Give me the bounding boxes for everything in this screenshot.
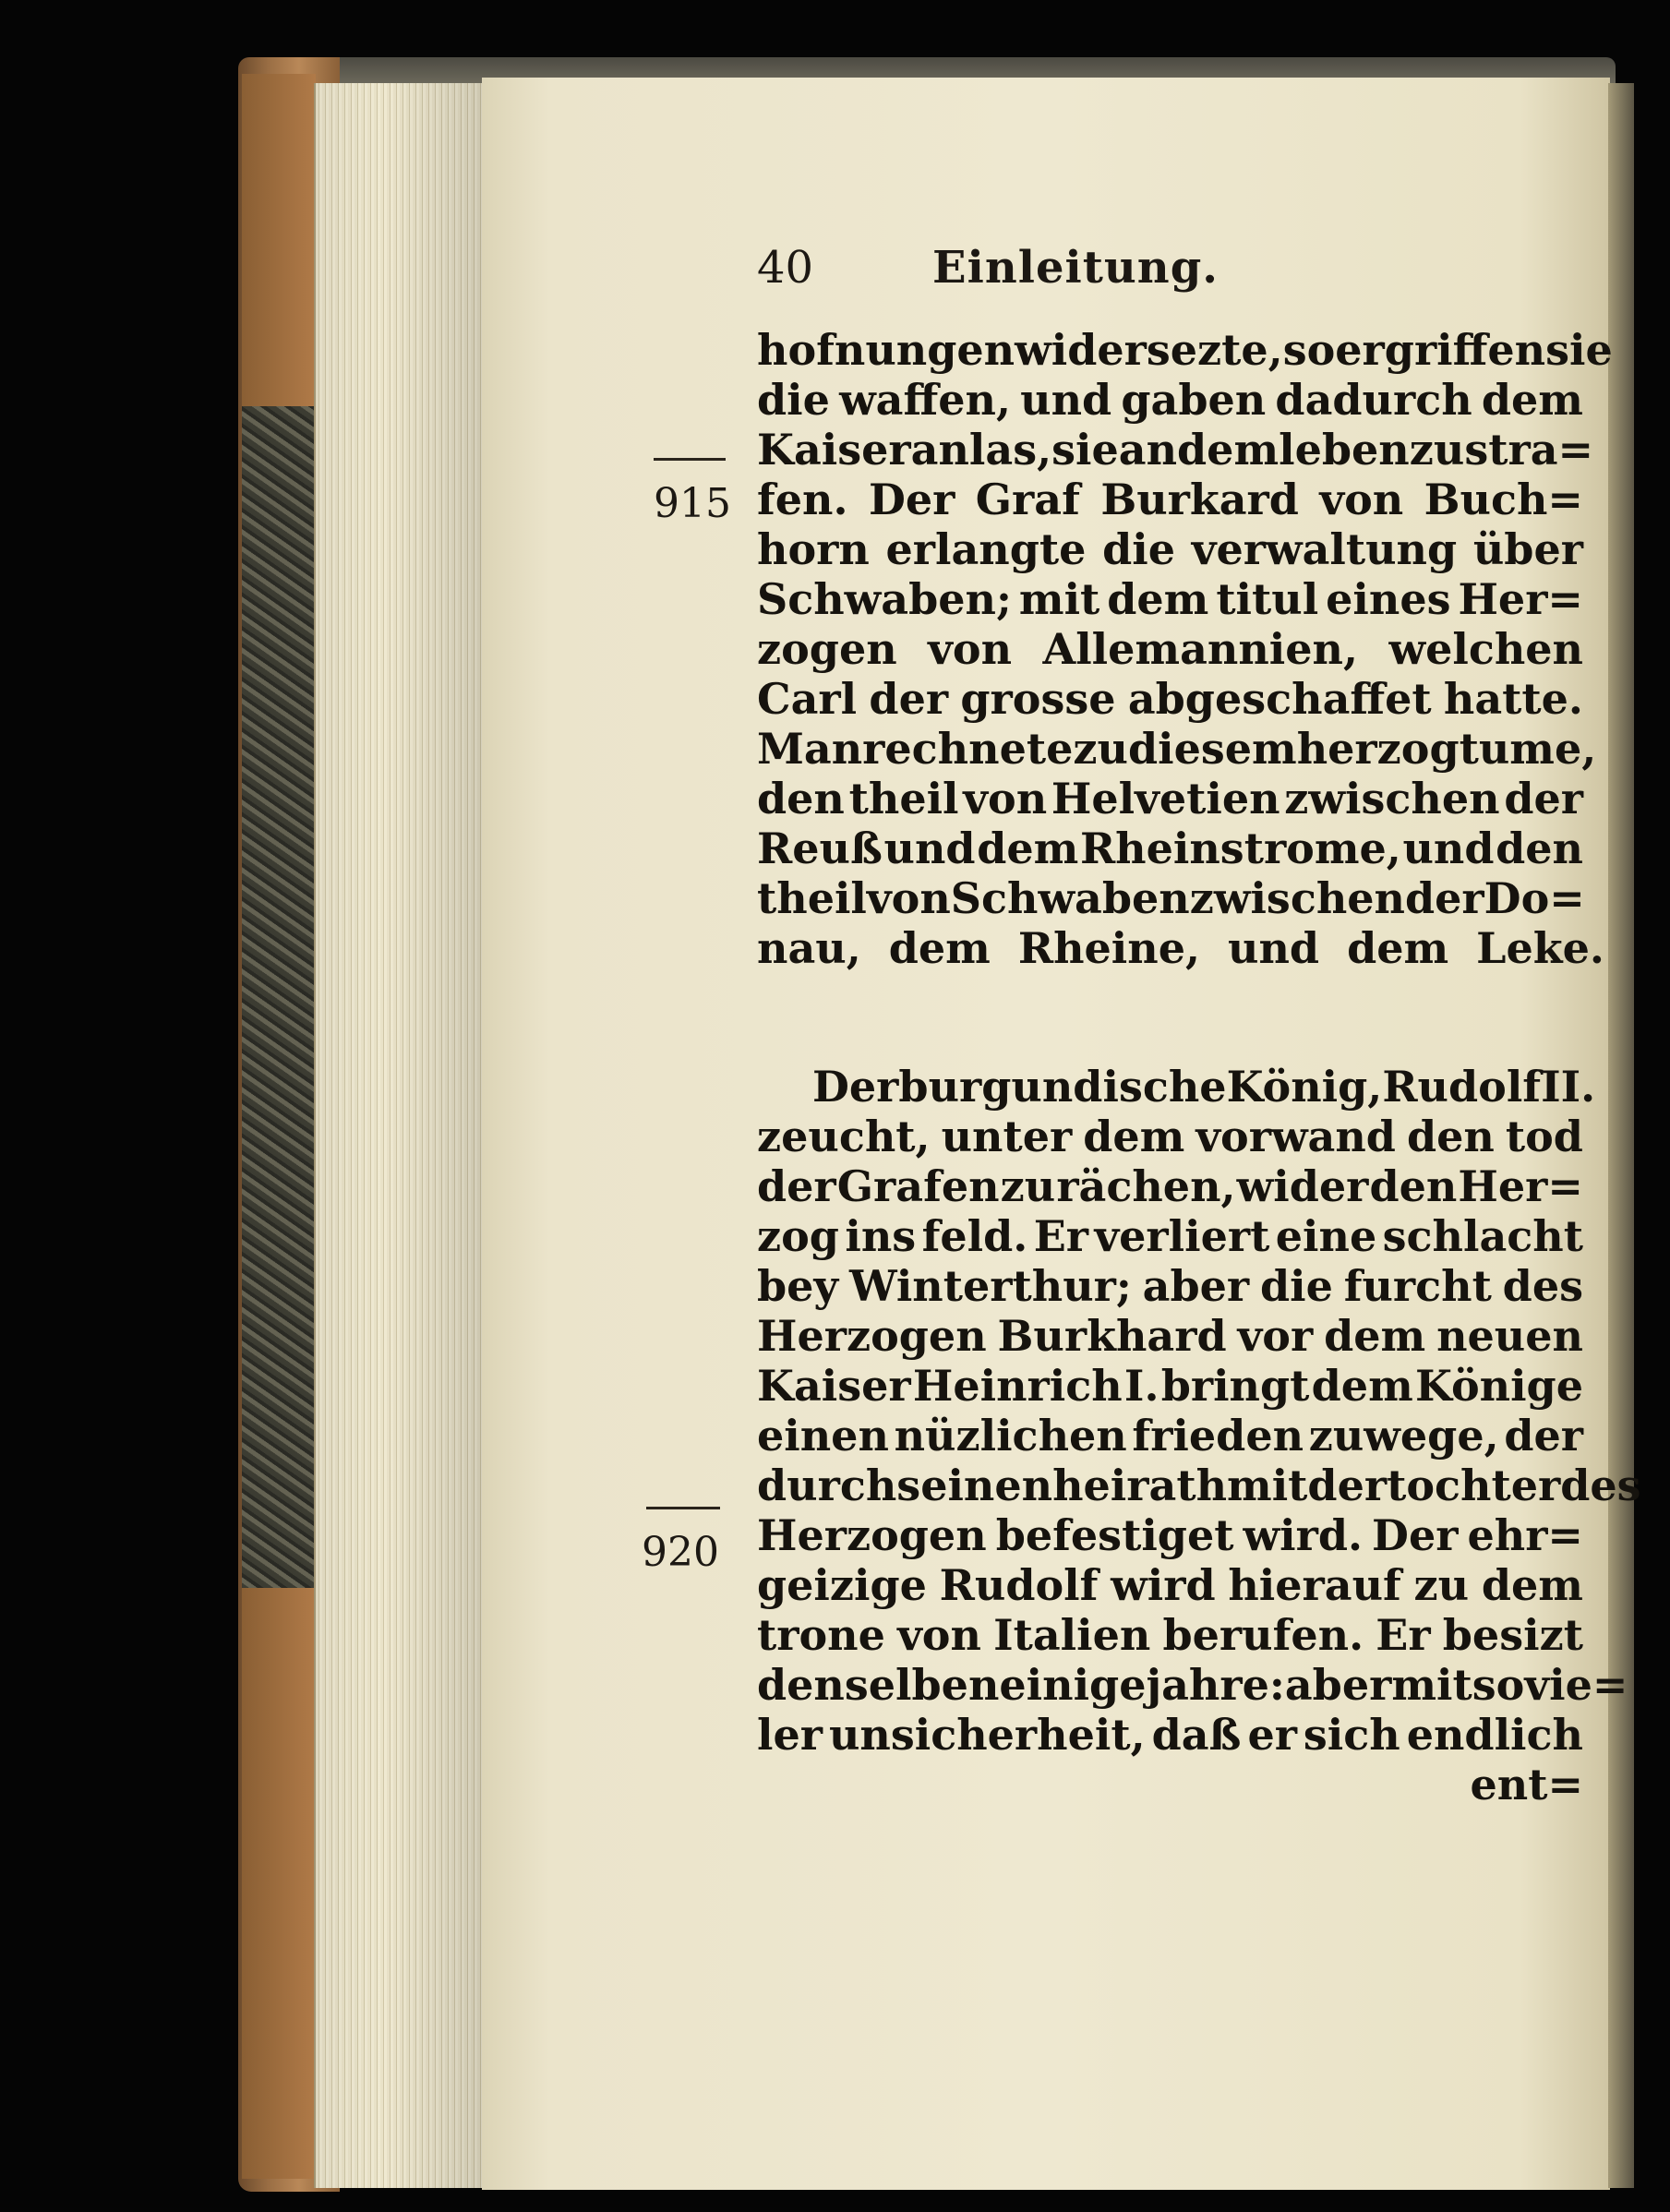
word: rächen,	[1056, 1161, 1236, 1211]
word: den	[1369, 1161, 1458, 1211]
word: aber	[1284, 1660, 1392, 1710]
word: einige	[999, 1660, 1147, 1710]
word: Rudolf	[1382, 1062, 1542, 1112]
text-line	[757, 1311, 1583, 1361]
word: schlacht	[1382, 1211, 1583, 1261]
word: zwischen	[1189, 873, 1405, 923]
text-line	[757, 1560, 1583, 1610]
word: hierauf	[1228, 1560, 1401, 1610]
text-line	[757, 1261, 1583, 1311]
word: furcht	[1343, 1261, 1492, 1311]
word: grosse	[960, 674, 1116, 724]
catchword-text: ent=	[1470, 1760, 1583, 1809]
page-edges-shade	[314, 83, 485, 2188]
word: des	[1560, 1461, 1641, 1510]
word: Er	[1376, 1610, 1431, 1660]
word: ins	[845, 1211, 917, 1261]
text-line	[757, 823, 1583, 873]
word: erlangte	[885, 524, 1087, 574]
word: durch	[757, 1461, 897, 1510]
word: Do=	[1484, 873, 1585, 923]
word: der	[1405, 873, 1484, 923]
word: burgundische	[898, 1062, 1227, 1112]
word: dem	[1481, 375, 1583, 425]
word: ler	[757, 1710, 823, 1760]
word: Herzogen	[757, 1510, 987, 1560]
text-line	[757, 475, 1583, 524]
word: leben	[1279, 425, 1410, 475]
text-line	[757, 325, 1613, 375]
word: Her=	[1458, 1161, 1583, 1211]
word: von	[963, 774, 1048, 823]
word: vor	[1237, 1311, 1314, 1361]
word: theil	[757, 873, 867, 923]
word: Herzogen	[757, 1311, 987, 1361]
paragraph-2	[757, 1062, 1641, 1809]
word: II.	[1541, 1062, 1596, 1112]
word: Rudolf	[939, 1560, 1099, 1610]
word: und	[883, 823, 976, 873]
word: König,	[1226, 1062, 1383, 1112]
text-line	[757, 524, 1583, 574]
word: der	[869, 674, 949, 724]
word: tochter	[1387, 1461, 1561, 1510]
word: feld.	[921, 1211, 1028, 1261]
text-line	[757, 1361, 1583, 1411]
word: Kaiser	[757, 425, 911, 475]
text-line	[757, 1411, 1583, 1461]
word: mit	[1227, 1461, 1308, 1510]
leather-corner-top	[242, 74, 316, 406]
word: Reuß	[757, 823, 883, 873]
word: den	[1496, 823, 1583, 873]
word: eine	[1275, 1211, 1377, 1261]
word: wird.	[1243, 1510, 1364, 1560]
word: bey	[757, 1261, 839, 1311]
text-line	[757, 724, 1597, 774]
word: zu	[1413, 1560, 1470, 1610]
paragraph-1	[757, 325, 1613, 973]
word: sie	[1051, 425, 1119, 475]
text-line	[757, 1062, 1596, 1112]
word: die	[1102, 524, 1176, 574]
word: des	[1502, 1261, 1583, 1311]
word: tod	[1505, 1112, 1583, 1161]
word: horn	[757, 524, 870, 574]
word: Schwaben	[950, 873, 1190, 923]
word: theil	[848, 774, 959, 823]
word: Man	[757, 724, 863, 774]
word: der	[1504, 774, 1583, 823]
text-line	[757, 1510, 1583, 1560]
margin-year-915: 915	[654, 480, 731, 527]
text-line	[757, 1112, 1583, 1161]
word: zwischen	[1284, 774, 1500, 823]
word: herzogtume,	[1296, 724, 1597, 774]
word: verliert	[1094, 1211, 1270, 1261]
word: verwaltung	[1191, 524, 1458, 574]
word: einen	[757, 1411, 889, 1461]
facing-page-edge	[1608, 83, 1634, 2188]
text-line	[757, 1710, 1583, 1760]
word: Graf	[975, 475, 1080, 524]
word: gaben	[1121, 375, 1267, 425]
word: mit	[1391, 1660, 1472, 1710]
word: dem	[1324, 1311, 1426, 1361]
margin-year-920: 920	[642, 1529, 719, 1576]
word: anlas,	[910, 425, 1052, 475]
word: wird	[1111, 1560, 1216, 1610]
word: denselben	[757, 1660, 1000, 1710]
leather-corner-bottom	[242, 1588, 316, 2179]
text-line	[757, 873, 1583, 923]
word: die	[757, 375, 830, 425]
catchword	[757, 1760, 1583, 1809]
word: heirath	[1052, 1461, 1228, 1510]
word: unsicherheit,	[828, 1710, 1146, 1760]
word: eines	[1326, 574, 1451, 624]
word: von	[1319, 475, 1404, 524]
word: der	[1307, 1461, 1388, 1510]
word: befestiget	[995, 1510, 1234, 1560]
margin-rule-920	[646, 1507, 720, 1509]
word: von	[897, 1610, 981, 1660]
word: fen.	[757, 475, 848, 524]
text-line	[757, 624, 1583, 674]
word: die	[1259, 1261, 1333, 1311]
word: Schwaben;	[757, 574, 1012, 624]
word: vie=	[1524, 1660, 1628, 1710]
margin-rule-915	[654, 458, 726, 461]
word: Der	[1372, 1510, 1459, 1560]
word: von	[866, 873, 951, 923]
text-line	[757, 923, 1604, 973]
word: wider	[1236, 1161, 1369, 1211]
word: dem	[1481, 1560, 1583, 1610]
line-text: nau, dem Rheine, und dem Leke.	[757, 923, 1604, 973]
word: so	[1282, 325, 1336, 375]
word: den	[757, 774, 845, 823]
text-line	[757, 674, 1583, 724]
word: diesem	[1127, 724, 1297, 774]
running-head: Einleitung.	[932, 242, 1219, 294]
word: abgeschaffet	[1127, 674, 1432, 724]
word: zogen	[757, 624, 897, 674]
word: vorwand	[1195, 1112, 1396, 1161]
word: dem	[1177, 425, 1280, 475]
word: von	[928, 624, 1013, 674]
word: ehr=	[1467, 1510, 1583, 1560]
word: Der	[812, 1062, 899, 1112]
text-line	[757, 774, 1583, 823]
word: dem	[1107, 574, 1209, 624]
text-line	[757, 574, 1583, 624]
word: an	[1118, 425, 1178, 475]
word: der	[757, 1161, 836, 1211]
word: Carl	[757, 674, 858, 724]
text-line	[757, 1610, 1583, 1660]
word: und	[1020, 375, 1112, 425]
page-number: 40	[757, 242, 814, 294]
marbled-cover-paper	[242, 388, 314, 1606]
word: Könige	[1414, 1361, 1583, 1411]
text-line	[757, 375, 1583, 425]
word: über	[1472, 524, 1583, 574]
word: zu	[1073, 724, 1128, 774]
text-line	[757, 1161, 1583, 1211]
text-line	[757, 1211, 1583, 1261]
word: hofnungen	[757, 325, 1015, 375]
text-line	[757, 1660, 1628, 1710]
word: waffen,	[839, 375, 1011, 425]
word: Der	[868, 475, 955, 524]
word: Winterthur;	[848, 1261, 1132, 1311]
word: dem	[1083, 1112, 1185, 1161]
word: dem	[1311, 1361, 1413, 1411]
word: frieden	[1132, 1411, 1304, 1461]
word: titul	[1216, 574, 1319, 624]
word: seinen	[896, 1461, 1053, 1510]
word: der	[1504, 1411, 1583, 1461]
word: Grafen	[836, 1161, 1000, 1211]
text-line	[757, 1461, 1641, 1510]
word: welchen	[1388, 624, 1583, 674]
word: und	[1402, 823, 1495, 873]
word: zeucht,	[757, 1112, 931, 1161]
word: Burkard	[1100, 475, 1299, 524]
word: Burkhard	[997, 1311, 1227, 1361]
word: Italien	[993, 1610, 1151, 1660]
word: er	[1247, 1710, 1297, 1760]
word: Helvetien	[1051, 774, 1280, 823]
word: I.	[1123, 1361, 1159, 1411]
word: sich	[1303, 1710, 1400, 1760]
word: stra=	[1464, 425, 1594, 475]
word: zu	[1000, 1161, 1056, 1211]
word: dem	[977, 823, 1079, 873]
word: mit	[1018, 574, 1100, 624]
word: widersezte,	[1015, 325, 1283, 375]
word: Kaiser	[757, 1361, 911, 1411]
word: trone	[757, 1610, 885, 1660]
word: berufen.	[1162, 1610, 1364, 1660]
word: den	[1406, 1112, 1495, 1161]
word: Her=	[1458, 574, 1583, 624]
word: so	[1472, 1660, 1525, 1710]
word: besizt	[1442, 1610, 1583, 1660]
word: zog	[757, 1211, 839, 1261]
word: Rheinstrome,	[1079, 823, 1401, 873]
word: sie	[1545, 325, 1613, 375]
word: ergriffen	[1335, 325, 1546, 375]
word: jahre:	[1146, 1660, 1285, 1710]
word: Buch=	[1424, 475, 1583, 524]
word: Heinrich	[912, 1361, 1123, 1411]
word: daß	[1151, 1710, 1242, 1760]
word: hatte.	[1443, 674, 1583, 724]
word: zuwege,	[1308, 1411, 1499, 1461]
word: zu	[1409, 425, 1465, 475]
word: Er	[1033, 1211, 1089, 1261]
word: geizige	[757, 1560, 927, 1610]
word: Allemannien,	[1042, 624, 1358, 674]
word: endlich	[1406, 1710, 1583, 1760]
word: nüzlichen	[894, 1411, 1127, 1461]
word: rechnete	[862, 724, 1074, 774]
word: neuen	[1436, 1311, 1583, 1361]
word: unter	[941, 1112, 1073, 1161]
text-line	[757, 425, 1594, 475]
word: dadurch	[1275, 375, 1472, 425]
word: aber	[1142, 1261, 1250, 1311]
word: bringt	[1160, 1361, 1310, 1411]
